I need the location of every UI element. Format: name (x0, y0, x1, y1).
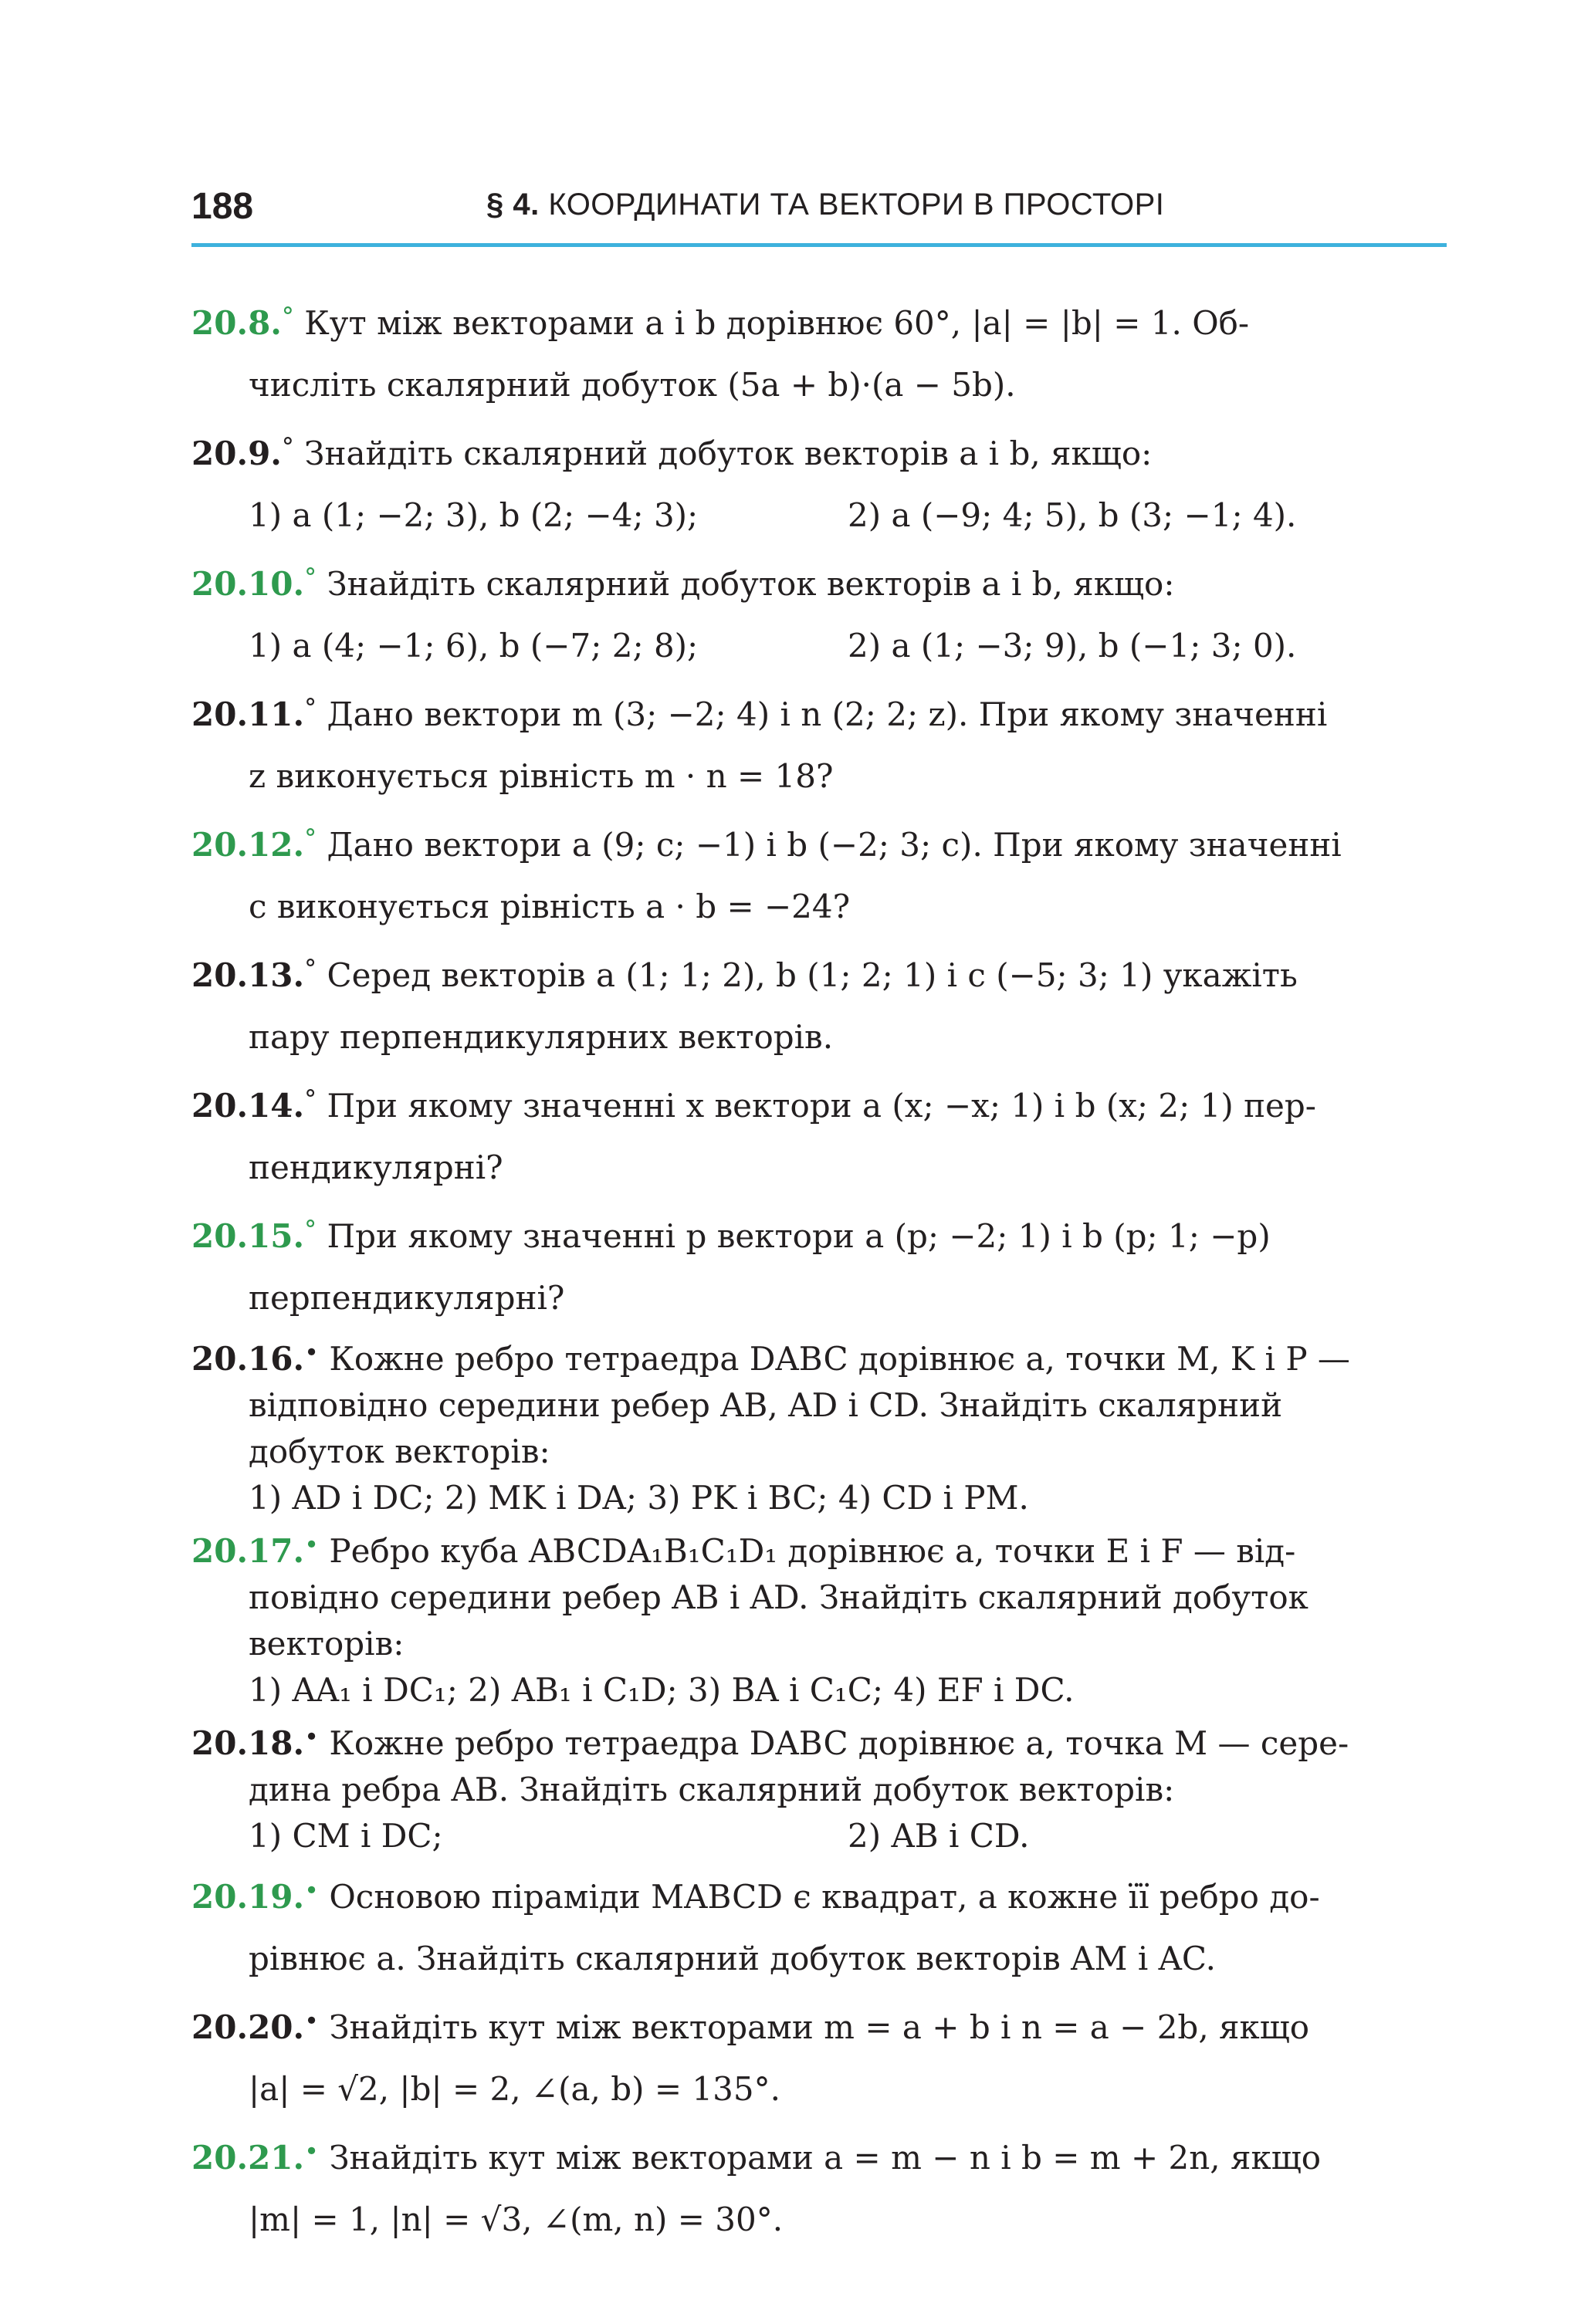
exercise-text-line: Дано вектори a (9; c; −1) і b (−2; 3; c). При якому значенні (327, 826, 1342, 864)
exercise-20-19 (191, 1859, 1447, 1990)
exercise-20-14 (191, 1068, 1447, 1199)
exercise-text-line: добуток векторів: (249, 1433, 550, 1470)
exercise-number: 20.11. (191, 695, 305, 733)
exercise-text-line: Основою піраміди MABCD є квадрат, а кожне її ребро до- (329, 1878, 1320, 1916)
exercise-text-line: Кожне ребро тетраедра DABC дорівнює a, точки M, K і P — (329, 1340, 1350, 1378)
exercise-number: 20.14. (191, 1087, 305, 1125)
section-title (486, 188, 1164, 222)
exercise-list (191, 286, 1447, 2251)
option-2: 2) AB і CD. (848, 1817, 1030, 1855)
exercise-text-line: Знайдіть скалярний добуток векторів a і b, якщо: (304, 435, 1153, 472)
difficulty-mark: • (304, 1722, 320, 1751)
page-header (191, 181, 1447, 247)
difficulty-mark: ° (304, 1215, 317, 1244)
exercise-text-line: При якому значенні p вектори a (p; −2; 1) і b (p; 1; −p) (327, 1217, 1271, 1255)
exercise-number: 20.17. (191, 1532, 305, 1570)
exercise-20-20 (191, 1990, 1447, 2120)
exercise-number: 20.18. (191, 1724, 305, 1762)
page-number: 188 (191, 186, 254, 227)
exercise-text-line: Ребро куба ABCDA₁B₁C₁D₁ дорівнює a, точки E і F — від- (329, 1532, 1296, 1570)
exercise-number: 20.16. (191, 1340, 305, 1378)
option-2: 2) a (1; −3; 9), b (−1; 3; 0). (848, 627, 1297, 665)
exercise-text-line: повідно середини ребер AB і AD. Знайдіть скалярний добуток (249, 1578, 1308, 1616)
exercise-20-12 (191, 807, 1447, 938)
exercise-text-line: перпендикулярні? (249, 1279, 565, 1317)
exercise-text-line: векторів: (249, 1625, 405, 1663)
exercise-number: 20.20. (191, 2008, 305, 2046)
difficulty-mark: ° (281, 432, 294, 462)
exercise-text-line: Знайдіть кут між векторами m = a + b і n = a − 2b, якщо (329, 2008, 1310, 2046)
section-mark: § 4. (486, 188, 540, 222)
exercise-text-line: c виконується рівність a · b = −24? (249, 888, 851, 925)
exercise-20-21 (191, 2120, 1447, 2251)
exercise-text-line: 1) AA₁ і DC₁; 2) AB₁ і C₁D; 3) BA і C₁C; 4) EF і DC. (249, 1671, 1075, 1709)
difficulty-mark: • (304, 1530, 320, 1559)
exercise-text-line: 1) AD і DC; 2) MK і DA; 3) PK і BC; 4) CD і PM. (249, 1479, 1029, 1517)
exercise-text-line: Дано вектори m (3; −2; 4) і n (2; 2; z). При якому значенні (327, 695, 1328, 733)
option-1: 1) CM і DC; (249, 1817, 443, 1855)
difficulty-mark: • (304, 1338, 320, 1367)
exercise-number: 20.13. (191, 956, 305, 994)
exercise-number: 20.9. (191, 435, 282, 472)
difficulty-mark: ° (304, 954, 317, 983)
exercise-text-line: числіть скалярний добуток (5a + b)·(a − 5b). (249, 366, 1016, 404)
difficulty-mark: ° (304, 824, 317, 853)
exercise-number: 20.8. (191, 304, 282, 342)
exercise-text-line: |a| = √2, |b| = 2, ∠(a, b) = 135°. (249, 2070, 780, 2108)
option-1: 1) a (1; −2; 3), b (2; −4; 3); (249, 496, 699, 534)
exercise-20-15 (191, 1199, 1447, 1329)
exercise-text-line: пару перпендикулярних векторів. (249, 1018, 834, 1056)
answer-options (191, 1813, 1447, 1859)
exercise-text-line: дина ребра AB. Знайдіть скалярний добуток векторів: (249, 1771, 1175, 1808)
exercise-20-9 (191, 416, 1447, 546)
difficulty-mark: ° (304, 1084, 317, 1114)
difficulty-mark: ° (281, 302, 294, 331)
exercise-20-18 (191, 1713, 1447, 1859)
answer-options (191, 485, 1447, 546)
exercise-text-line: Знайдіть скалярний добуток векторів a і b, якщо: (327, 565, 1175, 603)
exercise-number: 20.10. (191, 565, 305, 603)
exercise-20-16 (191, 1329, 1447, 1521)
option-2: 2) a (−9; 4; 5), b (3; −1; 4). (848, 496, 1297, 534)
exercise-text-line: z виконується рівність m · n = 18? (249, 757, 834, 795)
difficulty-mark: • (304, 2136, 320, 2166)
exercise-text-line: Знайдіть кут між векторами a = m − n і b = m + 2n, якщо (329, 2139, 1322, 2177)
exercise-number: 20.15. (191, 1217, 305, 1255)
exercise-text-line: Серед векторів a (1; 1; 2), b (1; 2; 1) і c (−5; 3; 1) укажіть (327, 956, 1298, 994)
exercise-text-line: пендикулярні? (249, 1148, 503, 1186)
difficulty-mark: • (304, 1876, 320, 1905)
exercise-20-13 (191, 938, 1447, 1068)
answer-options (191, 615, 1447, 677)
difficulty-mark: ° (304, 693, 317, 722)
difficulty-mark: ° (304, 563, 317, 592)
exercise-text-line: При якому значенні x вектори a (x; −x; 1) і b (x; 2; 1) пер- (327, 1087, 1316, 1125)
exercise-20-8 (191, 286, 1447, 416)
option-1: 1) a (4; −1; 6), b (−7; 2; 8); (249, 627, 699, 665)
exercise-number: 20.12. (191, 826, 305, 864)
exercise-number: 20.21. (191, 2139, 305, 2177)
exercise-text-line: відповідно середини ребер AB, AD і CD. Знайдіть скалярний (249, 1386, 1283, 1424)
exercise-text-line: рівнює a. Знайдіть скалярний добуток векторів AM і AC. (249, 1940, 1216, 1977)
exercise-20-10 (191, 546, 1447, 677)
exercise-text-line: Кут між векторами a і b дорівнює 60°, |a| = |b| = 1. Об- (304, 304, 1250, 342)
difficulty-mark: • (304, 2006, 320, 2035)
exercise-text-line: |m| = 1, |n| = √3, ∠(m, n) = 30°. (249, 2201, 784, 2238)
section-title-text: КООРДИНАТИ ТА ВЕКТОРИ В ПРОСТОРІ (548, 188, 1165, 222)
exercise-text-line: Кожне ребро тетраедра DABC дорівнює a, точка M — сере- (329, 1724, 1349, 1762)
exercise-20-11 (191, 677, 1447, 807)
exercise-number: 20.19. (191, 1878, 305, 1916)
exercise-20-17 (191, 1521, 1447, 1713)
